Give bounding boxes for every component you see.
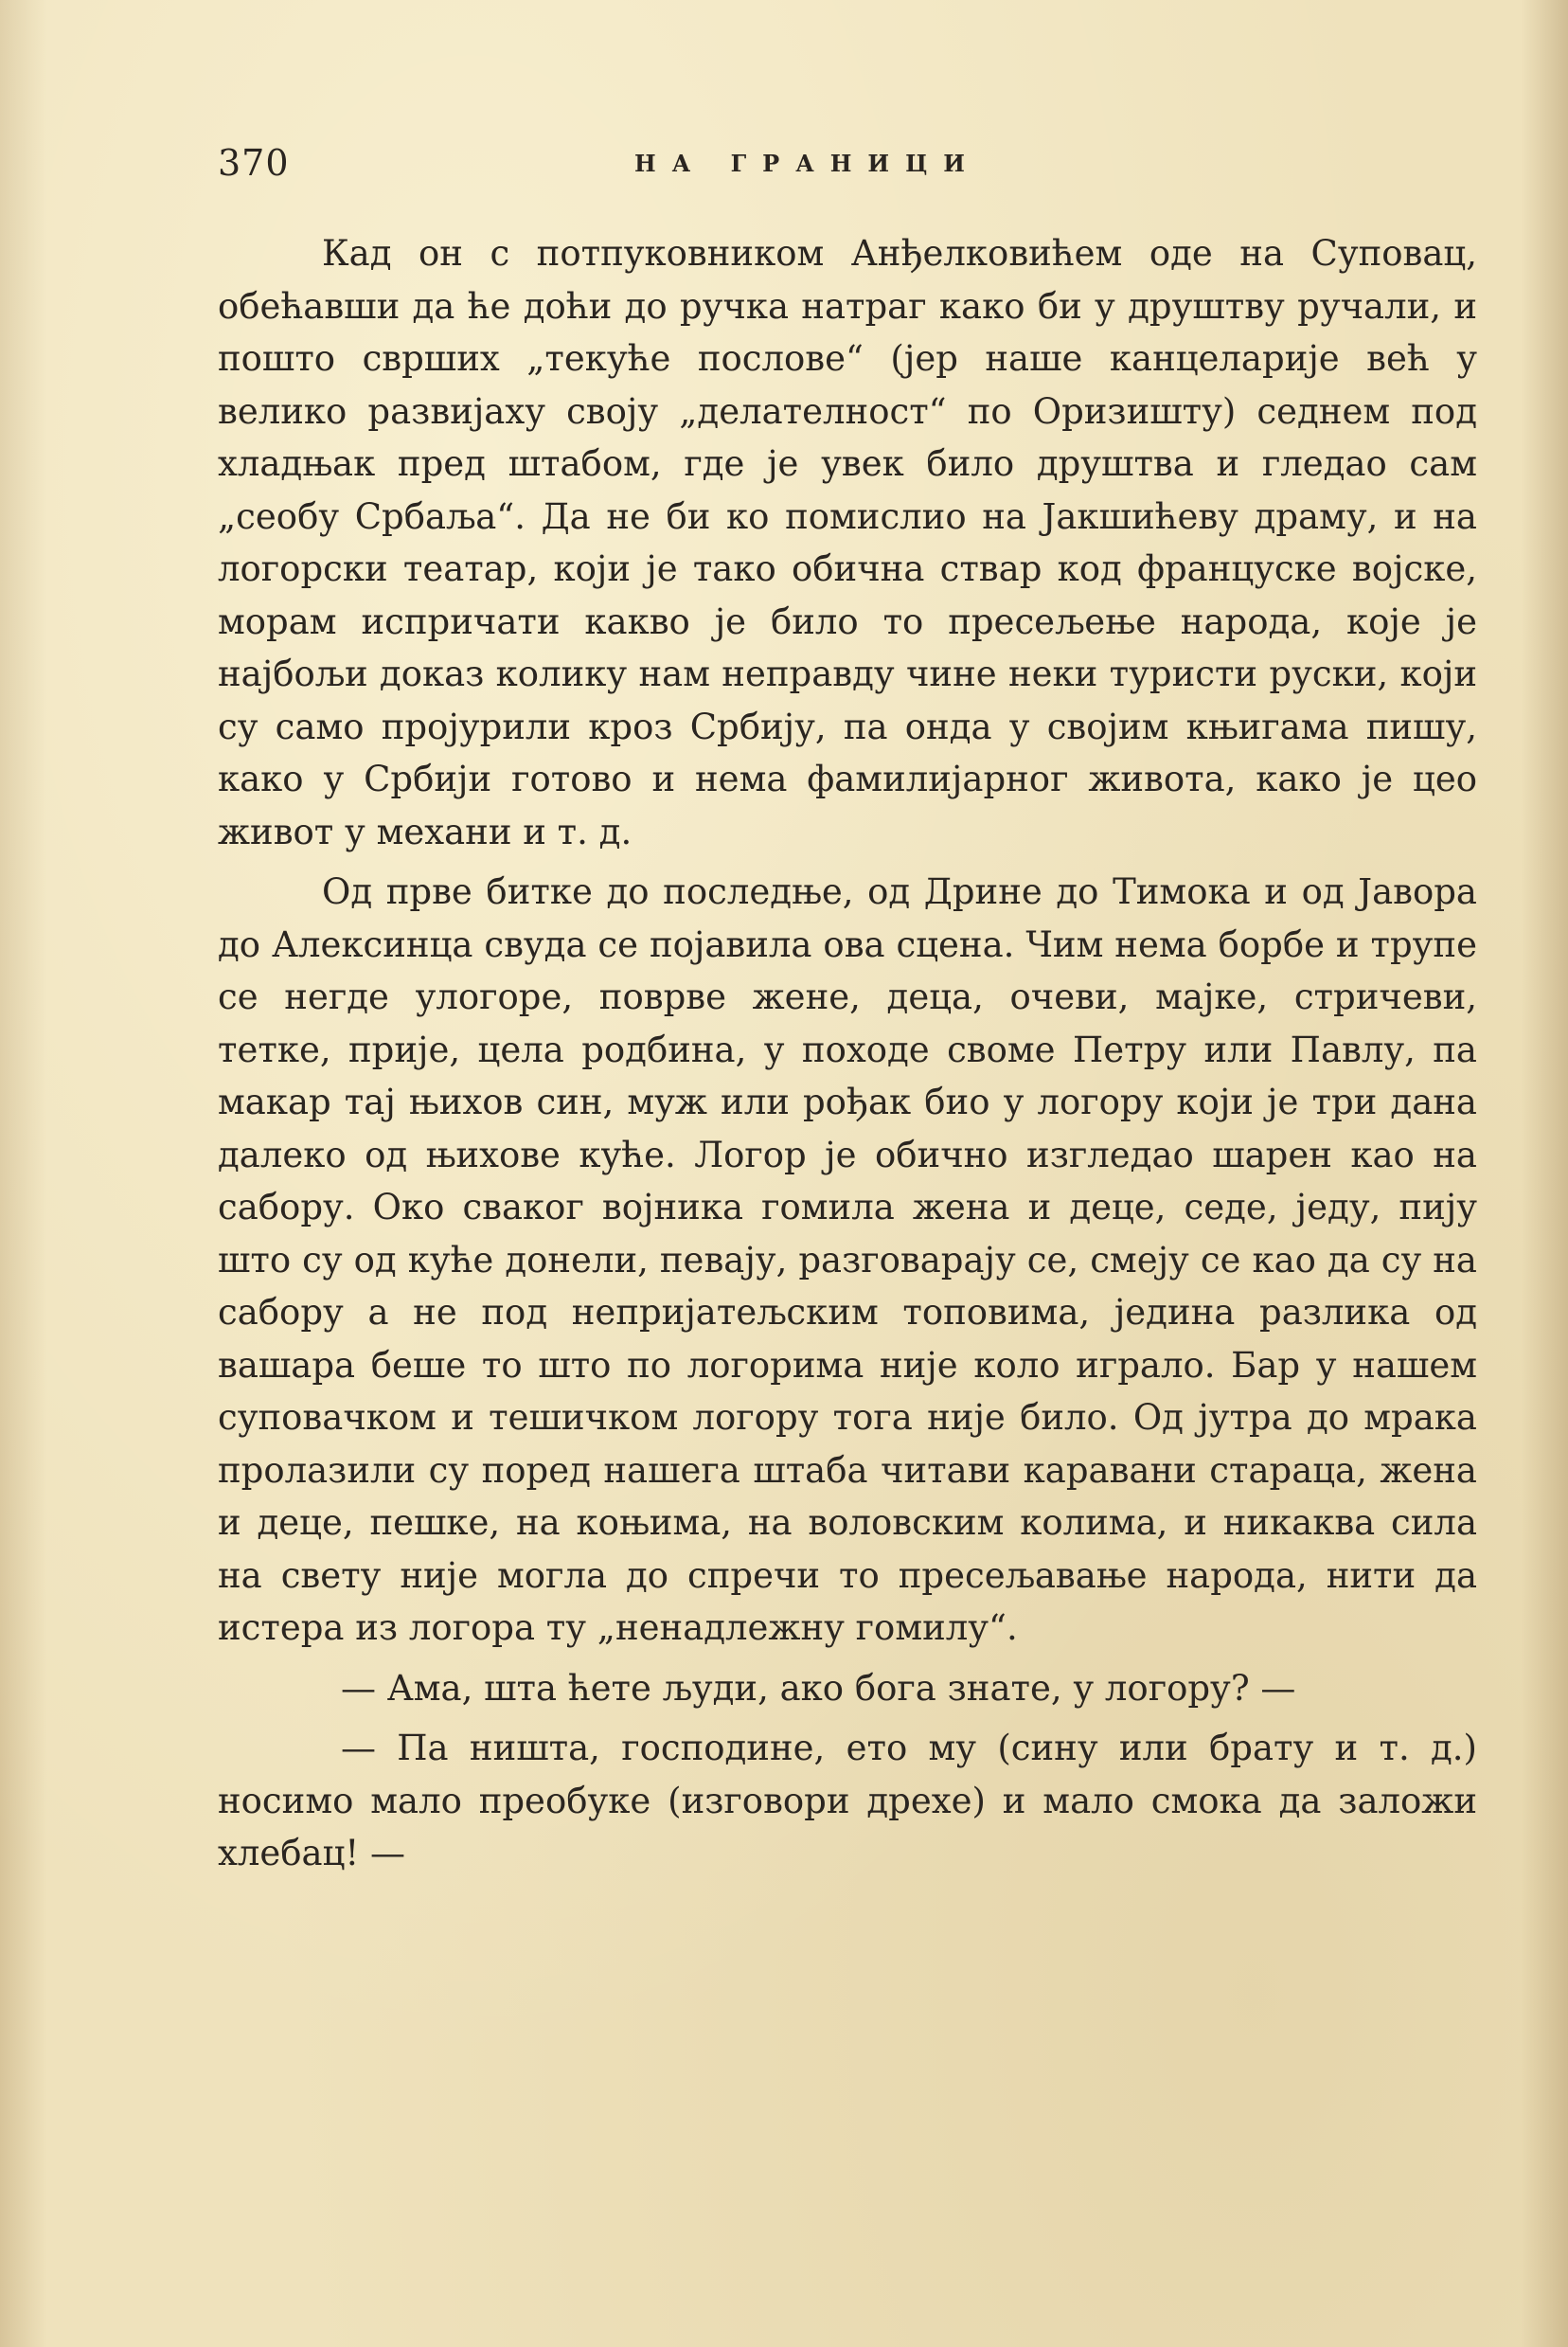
dialogue-line: — Па ништа, господине, ето му (сину или брату и т. д.) носимо мало преобуке (изговори дрехе) и мало смока да заложи хлебац! — [218,1728,1477,1873]
body-text [218,227,1477,1880]
paragraph: Кад он с потпуковником Анђелковићем оде на Суповац, обећавши да ће доћи до ручка натраг како би у друштву ручали, и пошто сврших „текуће послове“ (јер наше канцеларије већ у велико развијаху своју „делателност“ по Оризишту) седнем под хладњак пред штабом, где је увек било друштва и гледао сам „сеобу Србаља“. Да не би ко помислио на Јакшићеву драму, и на логорски театар, који је тако обична ствар код француске војске, морам испричати какво је било то пресељење народа, које је најбољи доказ колику нам неправду чине неки туристи руски, који су само пројурили кроз Србију, па онда у својим књигама пишу, како у Србији готово и нема фамилијарног живота, како је цео живот у механи и т. д. [218,233,1477,852]
dialogue-line: — Ама, шта ћете људи, ако бога знате, у логору? — [341,1667,1296,1709]
page-header [218,142,1477,189]
paragraph: Од прве битке до последње, од Дрине до Тимока и од Јавора до Алексинца свуда се појавила ова сцена. Чим нема борбе и трупе се негде улогоре, поврве жене, деца, очеви, мајке, стричеви, тетке, прије, цела родбина, у походе своме Петру или Павлу, па макар тај њихов син, муж или рођак био у логору који је три дана далеко од њихове куће. Логор је обично изгледао шарен као на сабору. Око сваког војника гомила жена и деце, седе, једу, пију што су од куће донели, певају, разговарају се, смеју се као да су на сабору а не под непријатељским топовима, једина разлика од вашара беше то што по логорима није коло играло. Бар у нашем суповачком и тешичком логору тога није било. Од јутра до мрака пролазили су поред нашега штаба читави каравани стараца, жена и деце, пешке, на коњима, на воловским колима, и никаква сила на свету није могла до спречи то пресељавање народа, нити да истера из логора ту „ненадлежну гомилу“. [218,871,1477,1648]
page-number: 370 [218,142,290,184]
running-head: НА ГРАНИЦИ [634,150,981,177]
